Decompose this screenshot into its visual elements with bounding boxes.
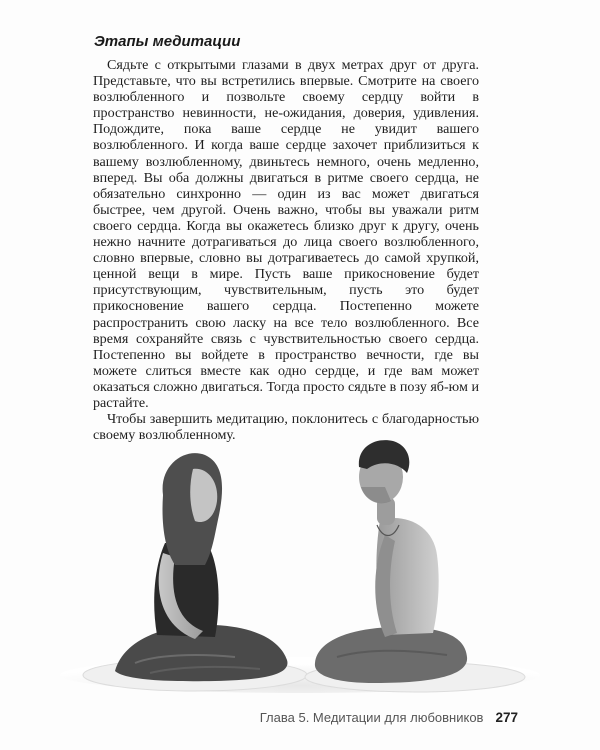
chapter-running-title: Глава 5. Медитации для любовников [259, 710, 484, 725]
paragraph-instructions: Сядьте с открытыми глазами в двух метрах друг от друга. Представьте, что вы встретились впервые. Смотрите на своего возлюбленного и позвольте своему сердцу войти в пространство невинности, не-ожидания, доверия, удивления. Подождите, пока ваше сердце не увидит вашего возлюбленного. И когда ваше сердце захочет приблизиться к вашему возлюбленному, двиньтесь немного, очень медленно, вперед. Вы оба должны двигаться в ритме своего сердца, не обязательно синхронно — один из вас может двигаться быстрее, чем другой. Очень важно, чтобы вы уважали ритм своего сердца. Когда вы окажетесь близко друг к другу, очень нежно начните дотрагиваться до лица своего возлюбленного, словно впервые, словно вы дотрагиваетесь до самой хрупкой, ценной вещи в мире. Пусть ваше прикосновение будет присутствующим, чувствительным, пусть это будет прикосновение вашего сердца. Постепенно можете распространить свою ласку на все тело возлюбленного. Все время сохраняйте связь с чувствительностью своего сердца. Постепенно вы войдете в пространство вечности, где вы можете слиться вместе как одно сердце, и где вам может оказаться сложно двигаться. Тогда просто сядьте в позу яб-юм и растайте. [93, 57, 479, 411]
page-footer [258, 710, 518, 725]
man-figure [305, 440, 525, 692]
body-text [93, 57, 479, 443]
meditation-photo [55, 425, 545, 697]
page-number: 277 [495, 710, 518, 725]
woman-figure [83, 453, 307, 691]
paragraph-closing: Чтобы завершить медитацию, поклонитесь с благодарностью своему возлюбленному. [93, 411, 479, 444]
section-heading: Этапы медитации [94, 33, 241, 50]
